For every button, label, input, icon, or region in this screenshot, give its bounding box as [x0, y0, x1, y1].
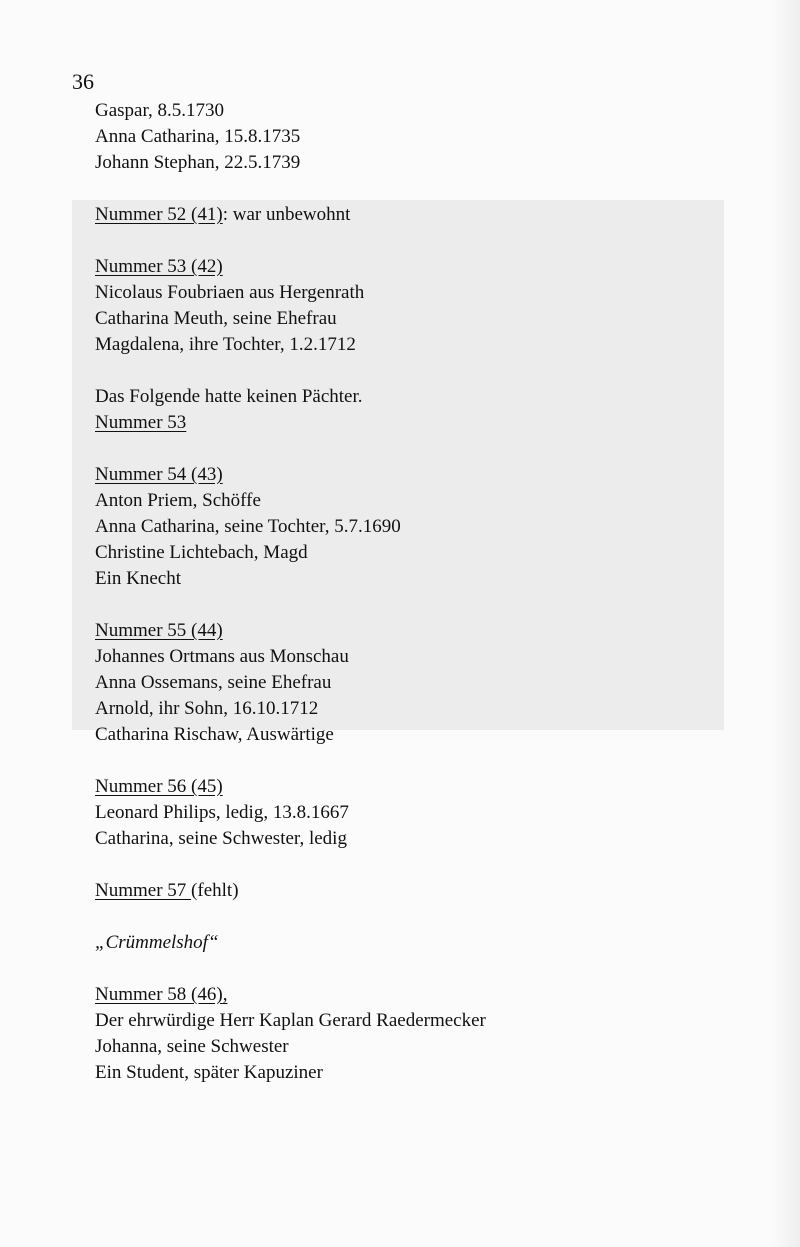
list-item: Nicolaus Foubriaen aus Hergenrath [95, 282, 365, 303]
list-item: Johanna, seine Schwester [95, 1036, 289, 1057]
register-text [95, 98, 715, 1086]
list-item: Anna Catharina, seine Tochter, 5.7.1690 [95, 516, 401, 537]
list-item: Catharina Rischaw, Auswärtige [95, 724, 334, 745]
house-title: „Crümmelshof“ [95, 932, 219, 953]
list-item: Ein Knecht [95, 568, 182, 589]
list-item: Christine Lichtebach, Magd [95, 542, 308, 563]
list-item: Ein Student, später Kapuziner [95, 1062, 323, 1083]
entry-heading: Nummer 57 [95, 880, 192, 901]
page-edge-shadow [770, 0, 800, 1247]
list-item: Gaspar, 8.5.1730 [95, 100, 225, 121]
entry-heading: Nummer 56 (45) [95, 776, 223, 797]
list-item: Magdalena, ihre Tochter, 1.2.1712 [95, 334, 356, 355]
entry-heading: Nummer 52 (41) [95, 204, 223, 225]
entry-heading: Nummer 53 [95, 412, 187, 433]
list-item: Johann Stephan, 22.5.1739 [95, 152, 301, 173]
list-item: Johannes Ortmans aus Monschau [95, 646, 349, 667]
list-item: Anna Catharina, 15.8.1735 [95, 126, 301, 147]
list-item: Arnold, ihr Sohn, 16.10.1712 [95, 698, 319, 719]
entry-note: (fehlt) [191, 880, 239, 901]
page-number: 36 [72, 69, 94, 94]
list-item: Anna Ossemans, seine Ehefrau [95, 672, 332, 693]
list-item: Leonard Philips, ledig, 13.8.1667 [95, 802, 349, 823]
list-item: Catharina, seine Schwester, ledig [95, 828, 347, 849]
note-text: Das Folgende hatte keinen Pächter. [95, 386, 363, 407]
entry-note: : war unbewohnt [222, 204, 351, 225]
entry-heading: Nummer 58 (46) [95, 984, 223, 1005]
list-item: Catharina Meuth, seine Ehefrau [95, 308, 337, 329]
entry-52 [95, 202, 715, 228]
list-item: Anton Priem, Schöffe [95, 490, 261, 511]
entry-heading: Nummer 55 (44) [95, 620, 223, 641]
entry-58 [95, 982, 715, 1008]
list-item: Der ehrwürdige Herr Kaplan Gerard Raedermecker [95, 1010, 486, 1031]
entry-heading-suffix: , [222, 984, 228, 1005]
entry-heading: Nummer 53 (42) [95, 256, 223, 277]
entry-heading: Nummer 54 (43) [95, 464, 223, 485]
entry-57 [95, 878, 715, 904]
